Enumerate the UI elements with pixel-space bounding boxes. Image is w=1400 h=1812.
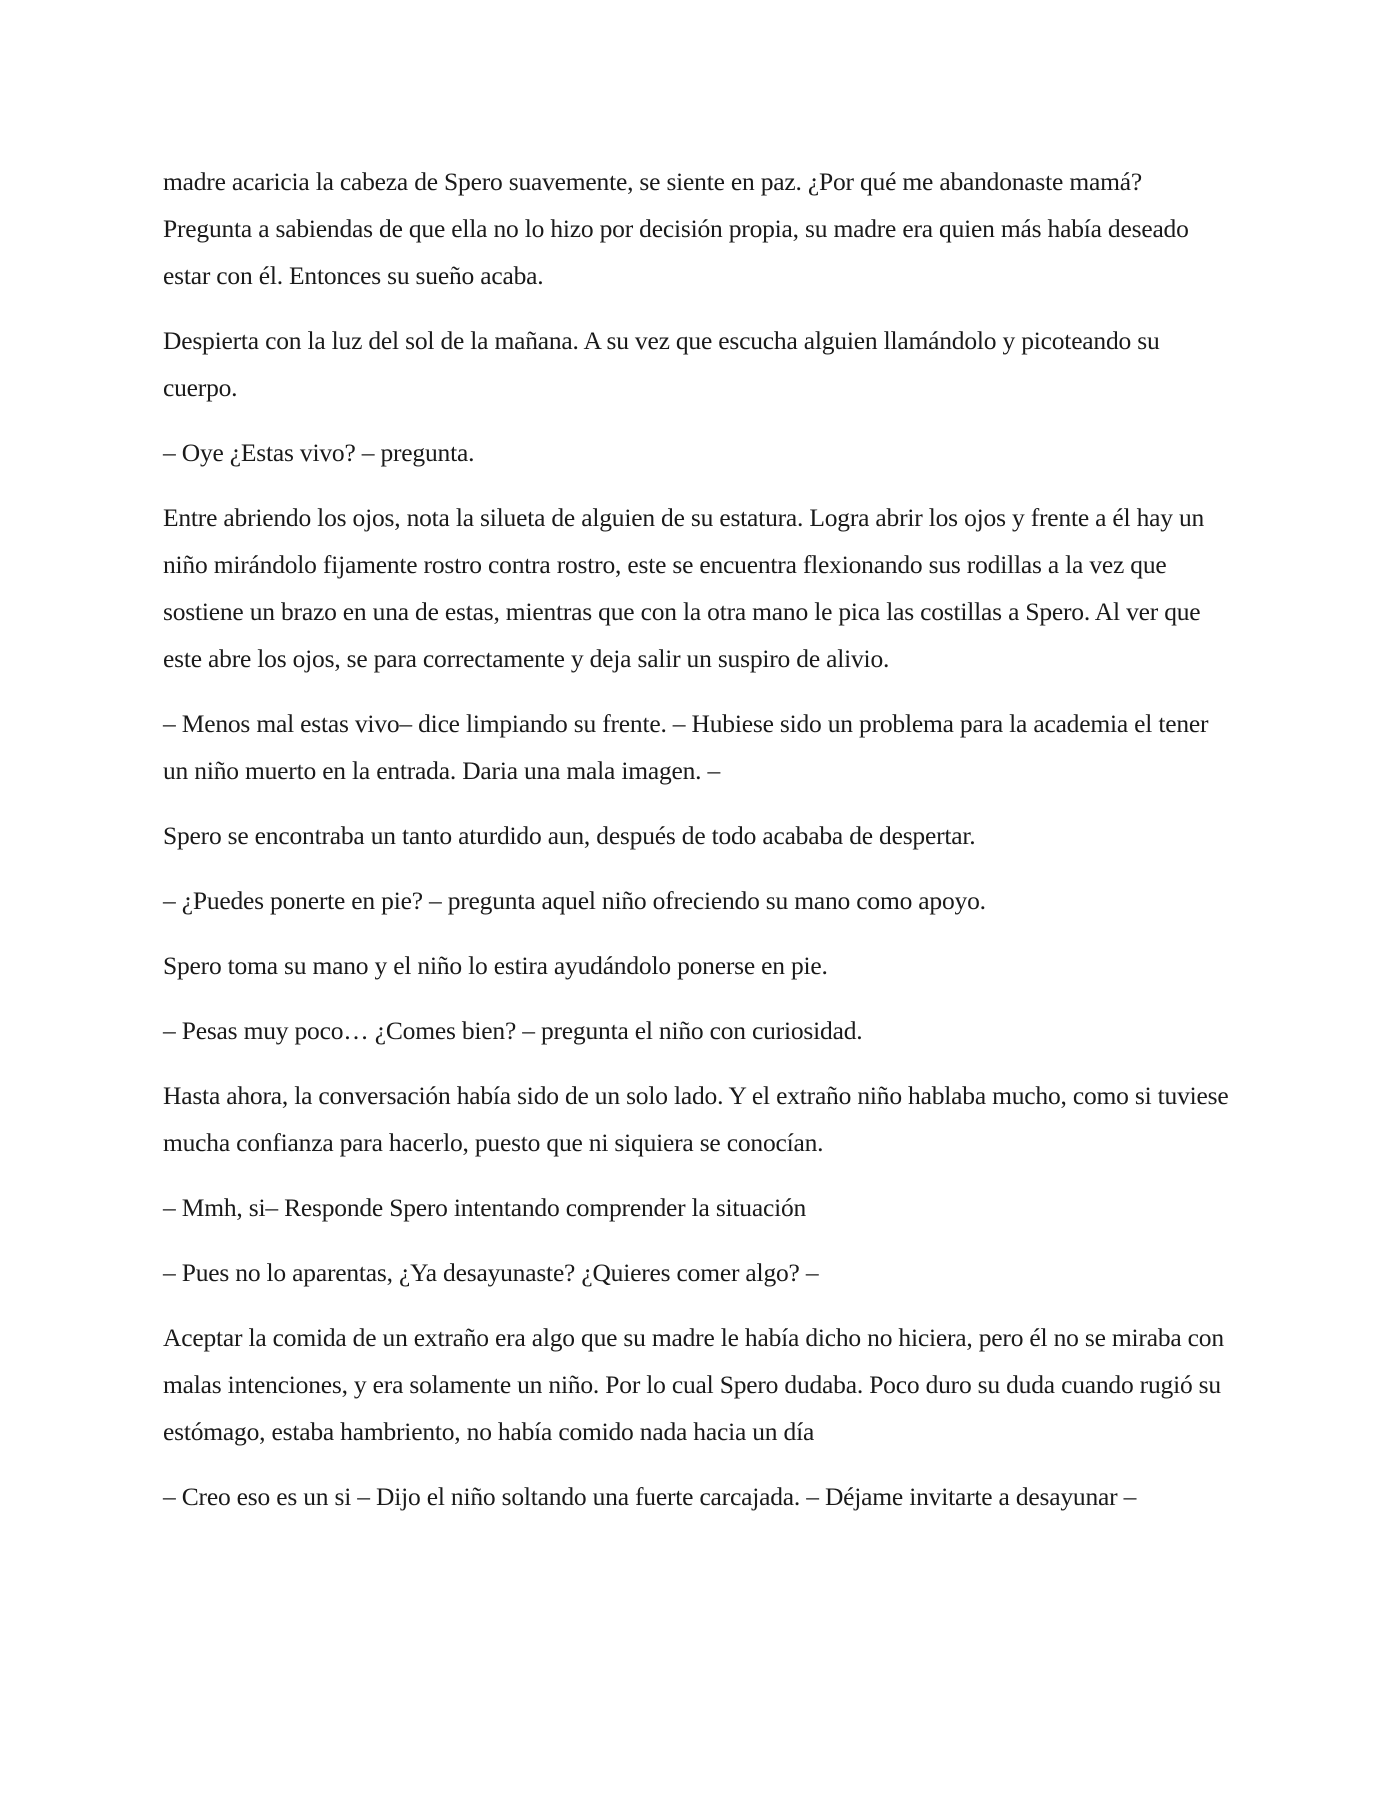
paragraph: Despierta con la luz del sol de la mañana. A su vez que escucha alguien llamándolo y picoteando su cuerpo. (163, 326, 1160, 402)
paragraph: Aceptar la comida de un extraño era algo que su madre le había dicho no hiciera, pero él no se miraba con malas intenciones, y era solamente un niño. Por lo cual Spero dudaba. Poco duro su duda cuando rugió su estómago, estaba hambriento, no había comido nada hacia un día (163, 1323, 1224, 1446)
paragraph: – Pesas muy poco… ¿Comes bien? – pregunta el niño con curiosidad. (163, 1016, 863, 1045)
paragraph: – Mmh, si– Responde Spero intentando comprender la situación (163, 1193, 807, 1222)
paragraph: Entre abriendo los ojos, nota la silueta de alguien de su estatura. Logra abrir los ojos y frente a él hay un niño mirándolo fijamente rostro contra rostro, este se encuentra flexionando sus rodillas a la vez que sostiene un brazo en una de estas, mientras que con la otra mano le pica las costillas a Spero. Al ver que este abre los ojos, se para correctamente y deja salir un suspiro de alivio. (163, 503, 1205, 673)
paragraph: – Pues no lo aparentas, ¿Ya desayunaste? ¿Quieres comer algo? – (163, 1258, 819, 1287)
paragraph: Spero toma su mano y el niño lo estira ayudándolo ponerse en pie. (163, 951, 828, 980)
paragraph: – Menos mal estas vivo– dice limpiando su frente. – Hubiese sido un problema para la academia el tener un niño muerto en la entrada. Daria una mala imagen. – (163, 709, 1209, 785)
paragraph: madre acaricia la cabeza de Spero suavemente, se siente en paz. ¿Por qué me abandonaste mamá? Pregunta a sabiendas de que ella no lo hizo por decisión propia, su madre era quien más había deseado estar con él. Entonces su sueño acaba. (163, 167, 1189, 290)
document-body (163, 158, 1237, 1538)
paragraph: Spero se encontraba un tanto aturdido aun, después de todo acababa de despertar. (163, 821, 976, 850)
paragraph: – Creo eso es un si – Dijo el niño soltando una fuerte carcajada. – Déjame invitarte a desayunar – (163, 1482, 1137, 1511)
paragraph: Hasta ahora, la conversación había sido de un solo lado. Y el extraño niño hablaba mucho, como si tuviese mucha confianza para hacerlo, puesto que ni siquiera se conocían. (163, 1081, 1229, 1157)
paragraph: – ¿Puedes ponerte en pie? – pregunta aquel niño ofreciendo su mano como apoyo. (163, 886, 986, 915)
paragraph: – Oye ¿Estas vivo? – pregunta. (163, 438, 475, 467)
